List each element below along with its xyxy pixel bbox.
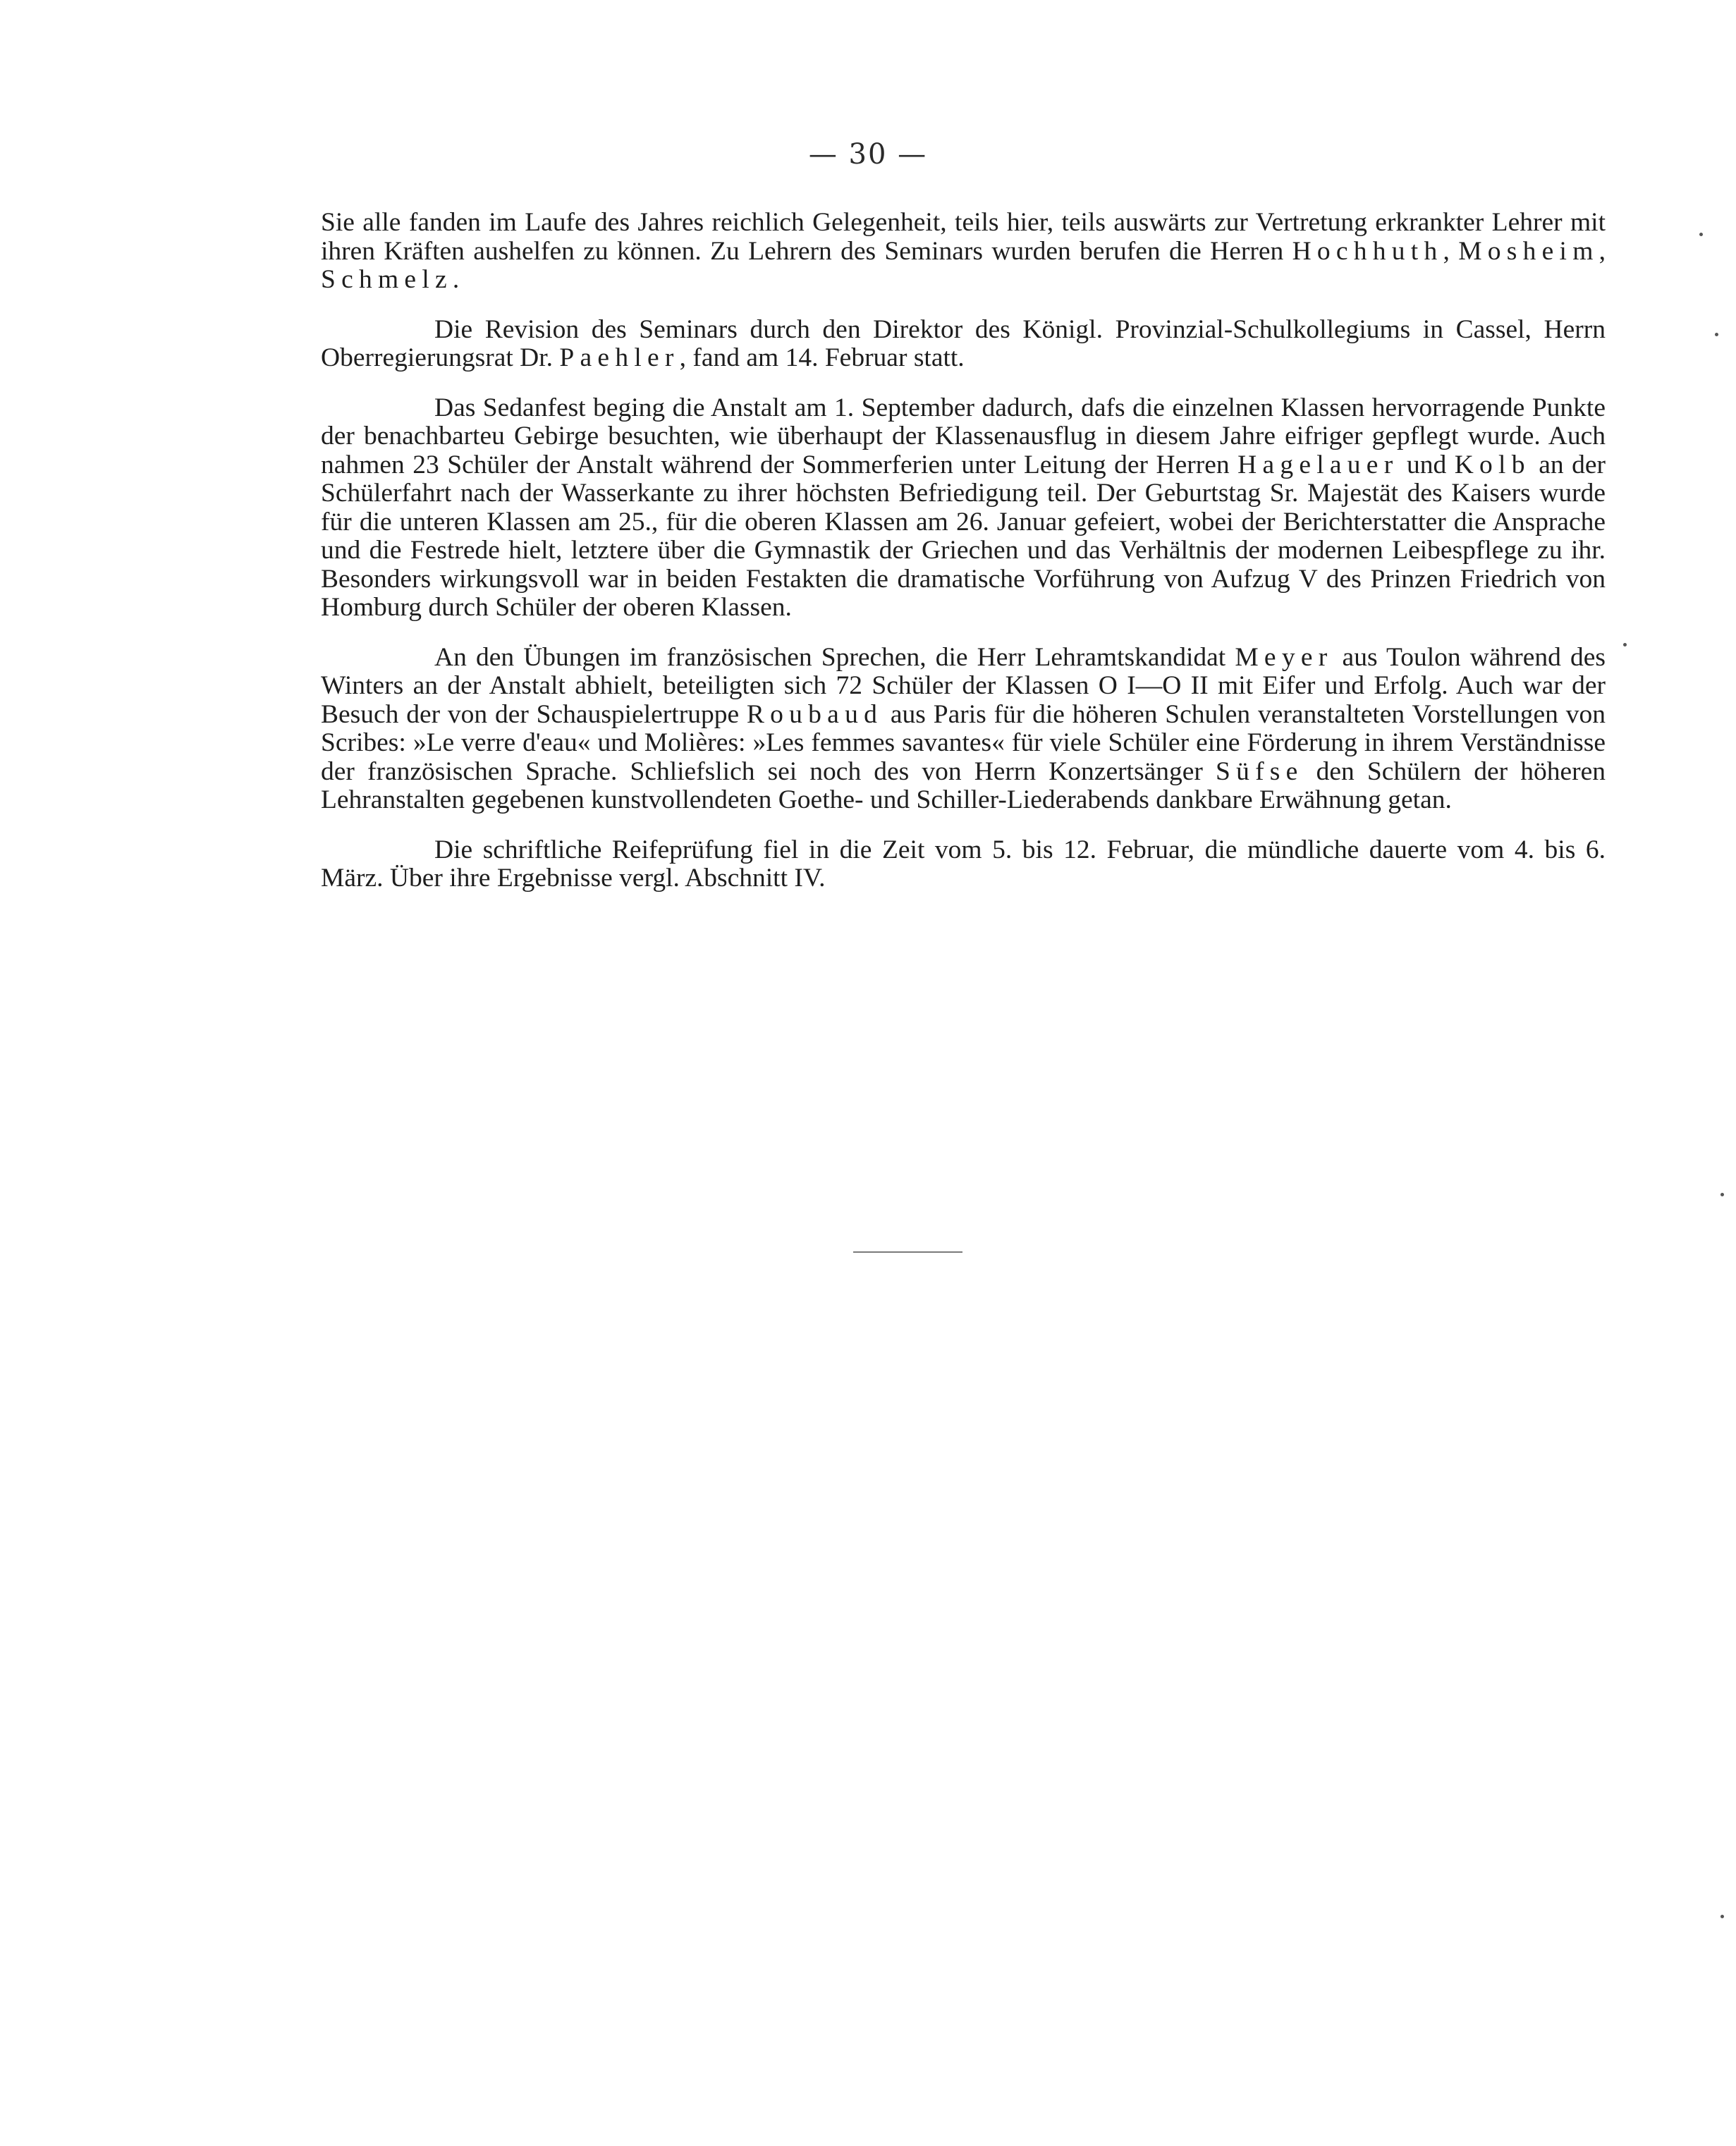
paragraph-french-exercises bbox=[321, 644, 1606, 815]
margin-speck bbox=[1720, 1193, 1724, 1196]
person-name: Paehler bbox=[559, 343, 680, 372]
person-name: Mosheim bbox=[1458, 236, 1599, 266]
person-name: Roubaud bbox=[746, 699, 884, 729]
person-name: Süfse bbox=[1215, 756, 1304, 786]
paragraph-festivals bbox=[321, 394, 1606, 623]
body-text bbox=[321, 209, 1606, 914]
person-name: Hochhuth bbox=[1292, 236, 1443, 266]
text-run: aus Paris für die höheren Schulen veranstalteten Vorstellungen von Scribes: »Le verre d'eau« und Molières: »Les femmes savantes« für viele Schüler eine Förderung in ihrem Verständnisse der französischen Sprache. Schliefslich sei noch des von Herrn Konzertsänger bbox=[321, 699, 1606, 786]
text-run: Das Sedanfest beging die Anstalt am 1. September dadurch, dafs die einzelnen Klassen hervorragende Punkte der benachbarteu Gebirge besuchten, wie überhaupt der Klassenausflug in diesem Jahre eifriger gepflegt wurde. Auch nahmen 23 Schüler der Anstalt während der Sommerferien unter Leitung der Herren bbox=[321, 393, 1606, 479]
margin-speck bbox=[1720, 1915, 1724, 1918]
text-run: an der Schülerfahrt nach der Wasserkante zu ihrer höchsten Befriedigung teil. Der Geburtstag Sr. Majestät des Kaisers wurde für die unteren Klassen am 25., für die oberen Klassen am 26. Januar gefeiert, wobei der Berichterstatter die Ansprache und die Festrede hielt, letztere über die Gymnastik der Griechen und das Verhältnis der modernen Leibespflege zu ihr. Besonders wirkungsvoll war in beiden Festakten die dramatische Vorführung von Aufzug V des Prinzen Friedrich von Homburg durch Schüler der oberen Klassen. bbox=[321, 450, 1606, 622]
paragraph-seminar-revision bbox=[321, 316, 1606, 373]
person-name: Meyer bbox=[1235, 642, 1333, 672]
text-run: An den Übungen im französischen Sprechen, die Herr Lehramtskandidat bbox=[434, 642, 1235, 672]
person-name: Hagelauer bbox=[1237, 450, 1399, 479]
text-run: . bbox=[452, 265, 460, 294]
text-run: den Schülern der höheren Lehranstalten gegebenen kunstvollendeten Goethe- und Schiller-Liederabends dankbare Erwähnung getan. bbox=[321, 756, 1606, 814]
text-run: , bbox=[1599, 236, 1606, 266]
person-name: Kolb bbox=[1454, 450, 1531, 479]
text-run: Die Revision des Seminars durch den Direktor des Königl. Provinzial-Schulkollegiums in Cassel, Herrn Oberregierungsrat Dr. bbox=[321, 314, 1606, 372]
text-run: , bbox=[1443, 236, 1459, 266]
text-run: und bbox=[1398, 450, 1455, 479]
text-run: Sie alle fanden im Laufe des Jahres reichlich Gelegenheit, teils hier, teils auswärts zur Vertretung erkrankter Lehrer mit ihren Kräften aushelfen zu können. Zu Lehrern des Seminars wurden berufen die Herren bbox=[321, 208, 1606, 266]
paragraph-final-exam bbox=[321, 836, 1606, 893]
paragraph-seminar-teachers bbox=[321, 209, 1606, 295]
margin-speck bbox=[1699, 233, 1703, 236]
margin-speck bbox=[1623, 643, 1627, 646]
person-name: Schmelz bbox=[321, 265, 453, 294]
text-run: Die schriftliche Reifeprüfung fiel in die Zeit vom 5. bis 12. Februar, die mündliche dauerte vom 4. bis 6. März. Über ihre Ergebnisse vergl. Abschnitt IV. bbox=[321, 835, 1606, 893]
text-run: , fand am 14. Februar statt. bbox=[679, 343, 965, 372]
text-run: aus Toulon während des Winters an der Anstalt abhielt, beteiligten sich 72 Schüler der Klassen O I—O II mit Eifer und Erfolg. Auch war der Besuch der von der Schauspielertruppe bbox=[321, 642, 1606, 729]
margin-speck bbox=[1715, 333, 1718, 336]
page-number: — 30 — bbox=[808, 138, 928, 171]
section-divider bbox=[853, 1251, 962, 1253]
